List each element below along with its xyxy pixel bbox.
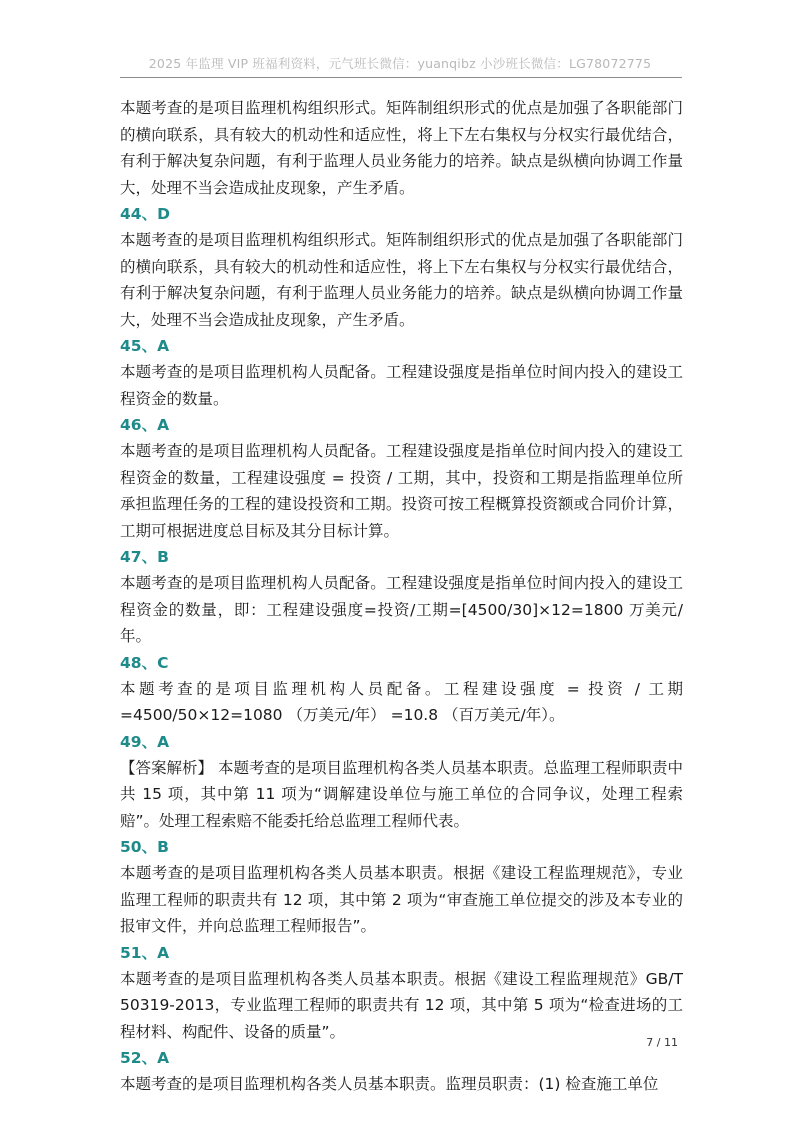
header-rule <box>120 77 682 78</box>
page-header: 2025 年监理 VIP 班福利资料，元气班长微信：yuanqibz 小沙班长微信：LG78072775 <box>148 56 652 71</box>
page-number: 7 / 11 <box>646 1036 678 1049</box>
answer-explanation: 本题考查的是项目监理机构人员配备。工程建设强度 = 投资 / 工期 =4500/50×12=1080 （万美元/年） =10.8 （百万美元/年）。 <box>120 679 683 724</box>
answer-explanation: 本题考查的是项目监理机构组织形式。矩阵制组织形式的优点是加强了各职能部门的横向联系，具有较大的机动性和适应性，将上下左右集权与分权实行最优结合，有利于解决复杂问题，有利于监理人员业务能力的培养。缺点是纵横向协调工作量大，处理不当会造成扯皮现象，产生矛盾。 <box>120 231 683 329</box>
answer-explanation: 本题考查的是项目监理机构人员配备。工程建设强度是指单位时间内投入的建设工程资金的数量，即：工程建设强度=投资/工期=[4500/30]×12=1800 万美元/年。 <box>120 574 683 645</box>
answer-explanation: 本题考查的是项目监理机构各类人员基本职责。监理员职责：(1) 检查施工单位 <box>120 1075 659 1093</box>
answer-explanation: 本题考查的是项目监理机构人员配备。工程建设强度是指单位时间内投入的建设工程资金的数量。 <box>120 363 683 408</box>
answer-label: 46、A <box>120 416 170 434</box>
answer-label: 44、D <box>120 205 170 223</box>
answer-label: 48、C <box>120 653 169 672</box>
answer-label: 47、B <box>120 548 169 566</box>
answer-explanation: 本题考查的是项目监理机构人员配备。工程建设强度是指单位时间内投入的建设工程资金的数量，工程建设强度 = 投资 / 工期，其中，投资和工期是指监理单位所承担监理任务的工程的建设投资和工期。投资可按工程概算投资额或合同价计算，工期可根据进度总目标及其分目标计算。 <box>120 442 683 540</box>
answer-label: 52、A <box>120 1049 170 1067</box>
answer-label: 49、A <box>120 732 170 751</box>
answer-explanation: 【答案解析】 本题考查的是项目监理机构各类人员基本职责。总监理工程师职责中共 15 项，其中第 11 项为“调解建设单位与施工单位的合同争议，处理工程索赔”。处理工程索赔不能委托给总监理工程师代表。 <box>120 758 683 830</box>
answer-explanation: 本题考查的是项目监理机构各类人员基本职责。根据《建设工程监理规范》，专业监理工程师的职责共有 12 项，其中第 2 项为“审查施工单位提交的涉及本专业的报审文件，并向总监理工程师报告”。 <box>120 864 683 935</box>
answer-explanation: 本题考查的是项目监理机构各类人员基本职责。根据《建设工程监理规范》GB/T 50319-2013，专业监理工程师的职责共有 12 项，其中第 5 项为“检查进场的工程材料、构配件、设备的质量”。 <box>120 969 683 1041</box>
document-body <box>120 95 683 1098</box>
intro-paragraph: 本题考查的是项目监理机构组织形式。矩阵制组织形式的优点是加强了各职能部门的横向联系，具有较大的机动性和适应性，将上下左右集权与分权实行最优结合，有利于解决复杂问题，有利于监理人员业务能力的培养。缺点是纵横向协调工作量大，处理不当会造成扯皮现象，产生矛盾。 <box>120 99 683 197</box>
answer-label: 51、A <box>120 943 170 962</box>
answer-label: 50、B <box>120 838 169 856</box>
answer-label: 45、A <box>120 337 170 355</box>
